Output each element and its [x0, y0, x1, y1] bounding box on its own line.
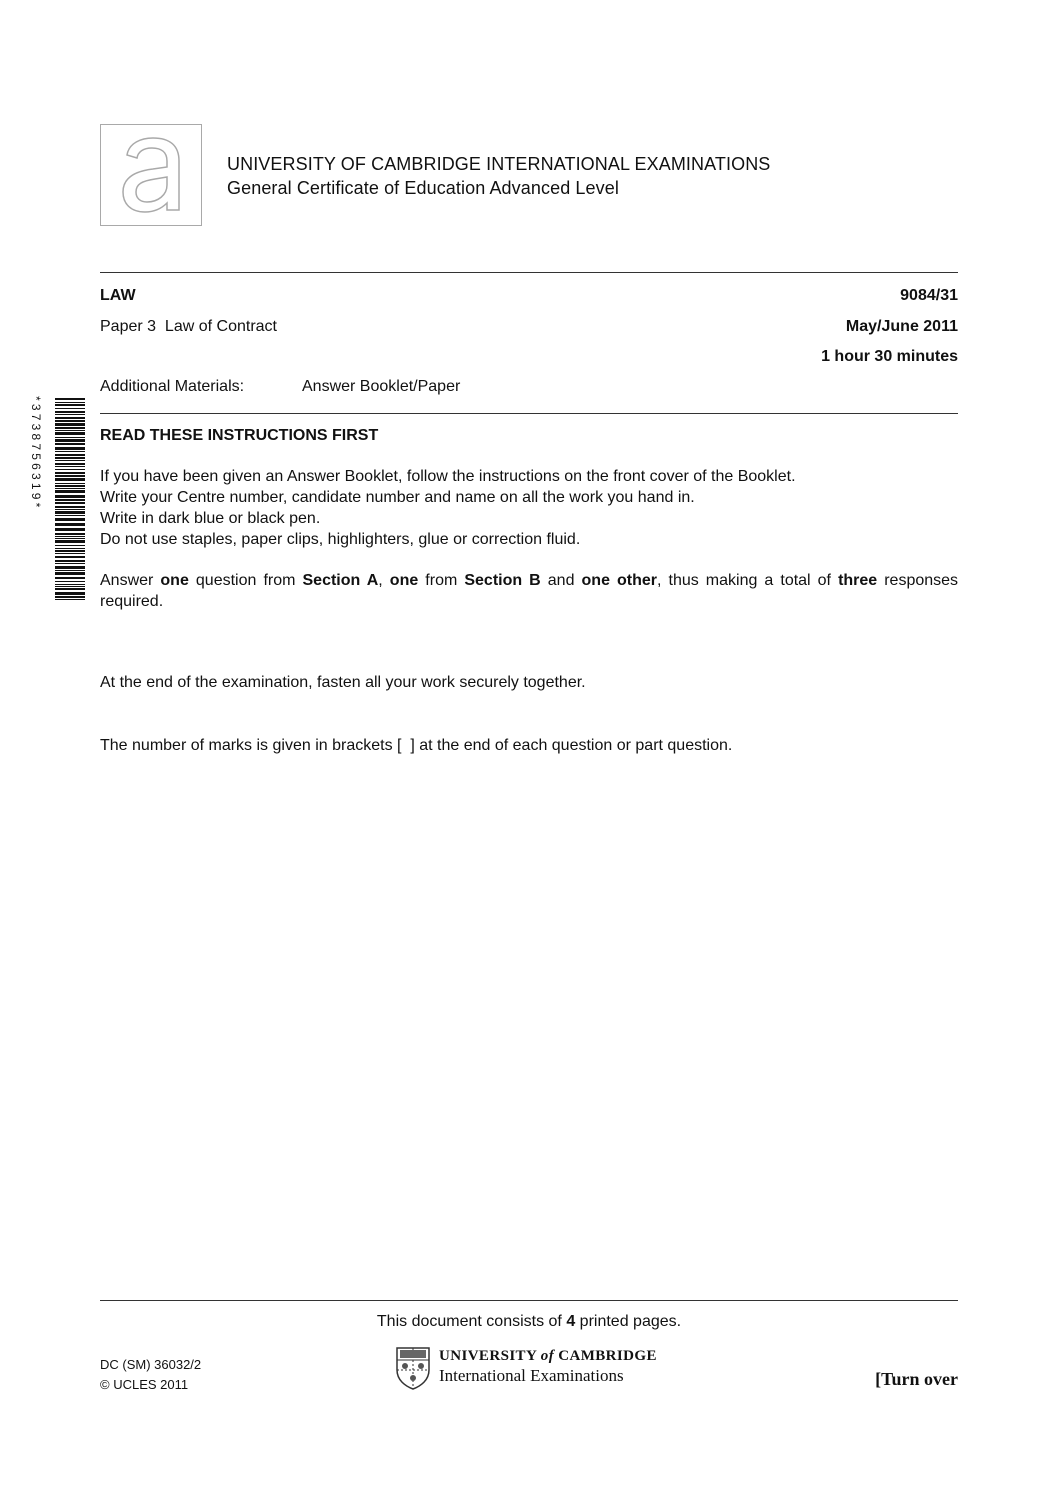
answer-rule-text: from	[418, 572, 465, 589]
answer-rule-emphasis: Section A	[302, 572, 379, 589]
barcode-bar	[55, 483, 85, 484]
answer-rule-emphasis: one	[389, 572, 419, 589]
answer-rule-emphasis: Section B	[464, 572, 541, 589]
barcode-bar	[55, 451, 85, 452]
barcode-bar	[55, 414, 85, 415]
barcode-bar	[55, 538, 85, 539]
barcode-bar	[55, 417, 85, 419]
instruction-line: Write in dark blue or black pen.	[100, 510, 321, 527]
barcode-bar	[55, 570, 85, 571]
barcode-bar	[55, 509, 85, 510]
barcode-bar	[55, 563, 85, 564]
barcode-bar	[55, 572, 85, 575]
barcode-bar	[55, 540, 85, 543]
barcode-bar	[55, 469, 85, 470]
barcode-bar	[55, 420, 85, 422]
barcode-bar	[55, 499, 85, 501]
letter-a-logo-icon	[119, 135, 185, 213]
barcode-bar	[55, 411, 85, 413]
answer-rule-emphasis: one other	[581, 572, 658, 589]
logo-text: CAMBRIDGE	[554, 1348, 657, 1364]
materials-value: Answer Booklet/Paper	[302, 378, 461, 395]
barcode-bar	[55, 533, 85, 535]
barcode-bar	[55, 454, 85, 456]
paper-title: Paper 3 Law of Contract	[100, 318, 277, 335]
barcode-bar	[55, 545, 85, 546]
barcode-bar	[55, 553, 85, 554]
answer-rule-text: Answer	[100, 572, 161, 589]
turn-over-label: [Turn over	[875, 1369, 958, 1389]
answer-rule-emphasis: one	[160, 572, 189, 589]
barcode-bar	[55, 515, 85, 516]
barcode-bar	[55, 439, 85, 442]
barcode-bar	[55, 586, 85, 587]
page-count-number: 4	[566, 1313, 576, 1330]
cie-logo	[100, 124, 202, 226]
answer-rule	[100, 570, 963, 612]
barcode-bar	[55, 490, 85, 493]
page-count-text: This document consists of	[376, 1313, 567, 1330]
copyright-notice: © UCLES 2011	[100, 1377, 189, 1392]
barcode-bar	[55, 495, 85, 498]
barcode-bar	[55, 596, 85, 598]
barcode-bar	[55, 577, 85, 579]
barcode-bar	[55, 584, 85, 585]
top-divider	[100, 272, 958, 273]
instruction-line: At the end of the examination, fasten all your work securely together.	[100, 674, 586, 691]
barcode-bar	[55, 398, 85, 400]
answer-rule-text: and	[540, 572, 582, 589]
barcode-bar	[55, 528, 85, 531]
barcode-bar	[55, 437, 85, 438]
logo-text: of	[540, 1348, 555, 1364]
barcode-bar	[55, 502, 85, 504]
instructions-block-1	[100, 466, 958, 550]
instructions-heading: READ THESE INSTRUCTIONS FIRST	[100, 427, 379, 444]
barcode-bar	[55, 457, 85, 459]
instruction-line: The number of marks is given in brackets [ ] at the end of each question or part question.	[100, 737, 733, 754]
barcode-bar	[55, 404, 85, 406]
barcode-bar	[55, 566, 85, 569]
exam-duration: 1 hour 30 minutes	[821, 348, 958, 365]
barcode-bar	[55, 432, 85, 435]
barcode-bar	[55, 478, 85, 481]
barcode-bar	[55, 556, 85, 558]
barcode-bar	[55, 447, 85, 450]
answer-rule-text: responses required.	[100, 572, 963, 610]
exam-session: May/June 2011	[845, 318, 958, 335]
barcode-bar	[55, 581, 85, 582]
barcode-bar	[55, 523, 85, 526]
instructions-divider	[100, 413, 958, 414]
barcode-bar	[55, 550, 85, 552]
barcode-bar	[55, 460, 85, 461]
page-count-note	[0, 1313, 1058, 1331]
cambridge-crest-icon	[395, 1346, 431, 1390]
qualification-name: General Certificate of Education Advanced Level	[227, 178, 619, 198]
barcode-bar	[55, 548, 85, 549]
barcode-bar	[55, 463, 85, 465]
footer-divider	[100, 1300, 958, 1301]
answer-rule-text: , thus making a total of	[657, 572, 839, 589]
barcode-bar	[55, 430, 85, 431]
barcode-bar	[55, 427, 85, 429]
barcode-bar	[55, 472, 85, 474]
barcode-bar	[55, 518, 85, 521]
logo-subtitle: International Examinations	[439, 1366, 624, 1385]
barcode-bar	[55, 466, 85, 467]
barcode-text: *3738756319*	[29, 396, 43, 511]
document-reference	[100, 1355, 201, 1395]
barcode-bar	[55, 560, 85, 562]
page-count-text: printed pages.	[575, 1313, 682, 1330]
barcode-bar	[55, 588, 85, 590]
candidate-barcode	[29, 396, 87, 602]
document-code: DC (SM) 36032/2	[100, 1357, 202, 1372]
barcode-bar	[55, 536, 85, 537]
university-of-cambridge-logo	[395, 1346, 657, 1395]
answer-rule-text: question from	[188, 572, 303, 589]
barcode-bar	[55, 599, 85, 600]
materials-label: Additional Materials:	[100, 378, 245, 395]
barcode-bar	[55, 423, 85, 426]
barcode-bar	[55, 511, 85, 514]
barcode-bar	[55, 443, 85, 445]
instruction-line: Write your Centre number, candidate number and name on all the work you hand in.	[100, 489, 695, 506]
barcode-bar	[55, 592, 85, 595]
barcode-bar	[55, 485, 85, 487]
barcode-bar	[55, 402, 85, 403]
instruction-line: Do not use staples, paper clips, highlighters, glue or correction fluid.	[100, 531, 581, 548]
answer-rule-emphasis: three	[838, 572, 878, 589]
instruction-line: If you have been given an Answer Booklet, follow the instructions on the front cover of the Booklet.	[100, 468, 796, 485]
answer-rule-text: ,	[378, 572, 390, 589]
barcode-bar	[55, 506, 85, 508]
barcode-bar	[55, 475, 85, 477]
paper-code: 9084/31	[900, 287, 958, 304]
logo-text: UNIVERSITY	[439, 1348, 541, 1364]
instructions-block-3	[100, 630, 958, 777]
barcode-bar	[55, 408, 85, 409]
subject-title: LAW	[100, 287, 136, 304]
organisation-name: UNIVERSITY OF CAMBRIDGE INTERNATIONAL EXAMINATIONS	[227, 154, 771, 174]
barcode-bar	[55, 488, 85, 489]
